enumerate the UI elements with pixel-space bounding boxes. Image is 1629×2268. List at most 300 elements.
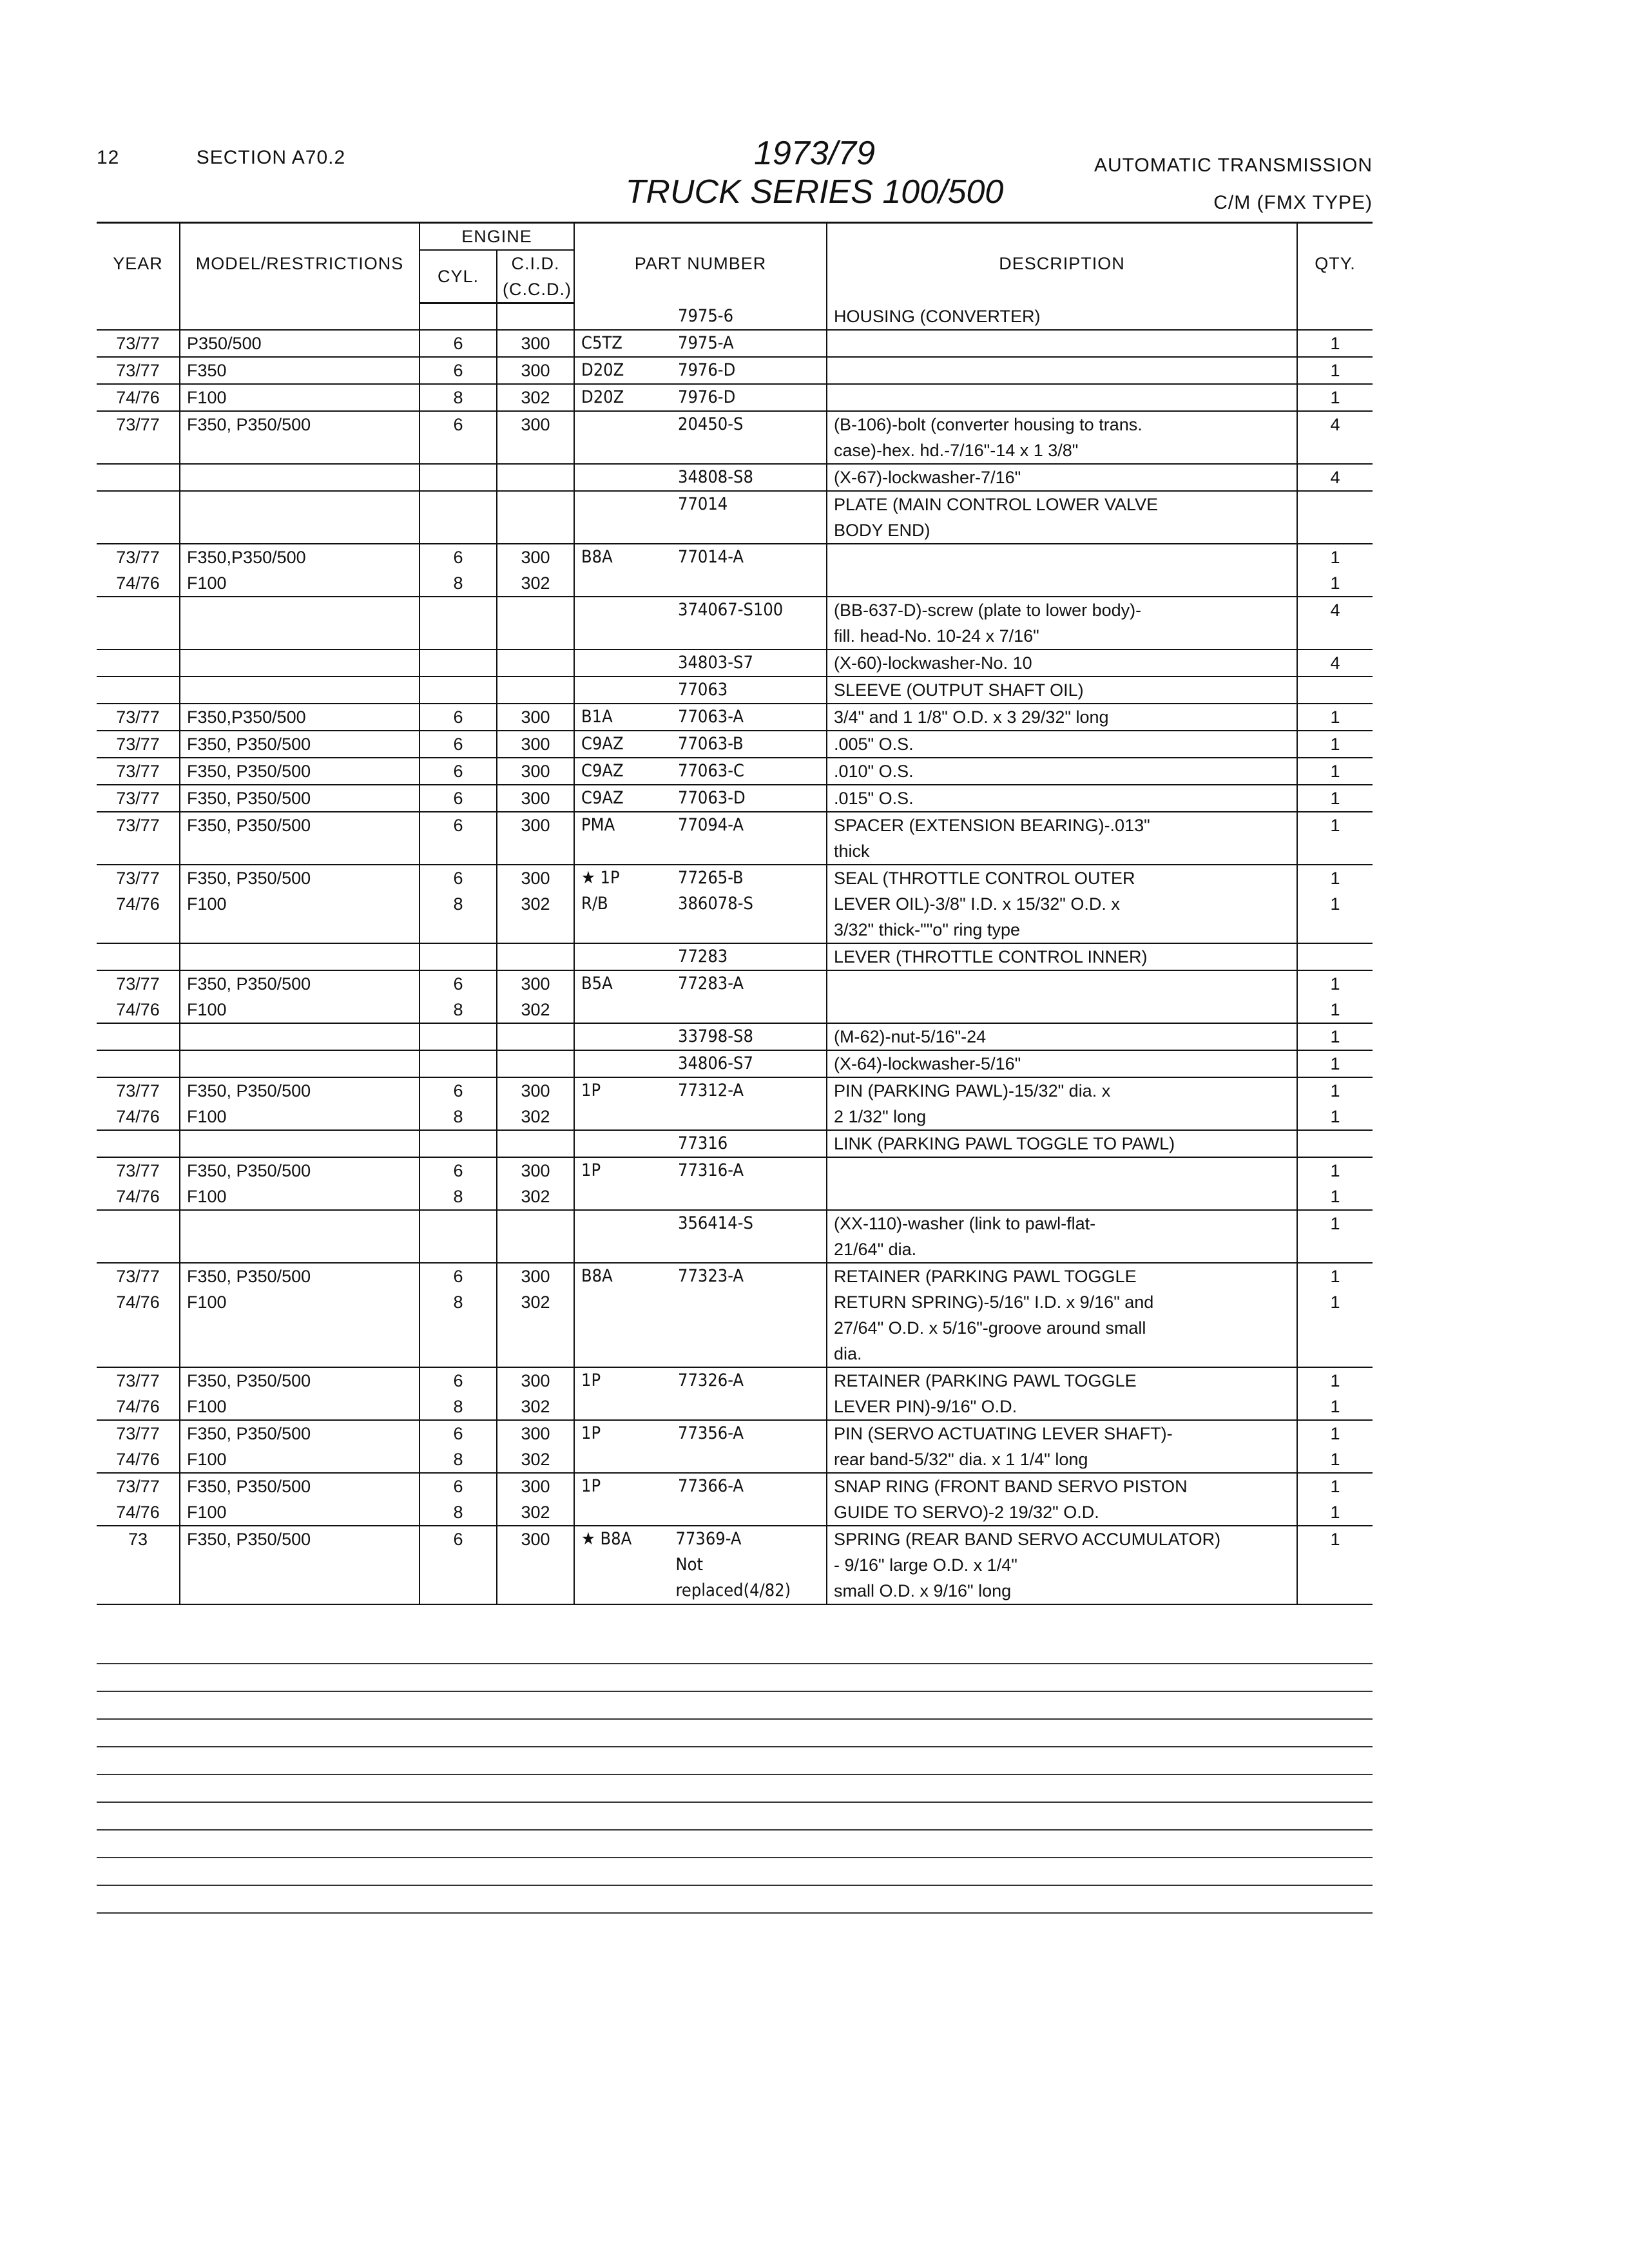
table-row <box>97 1367 1373 1420</box>
cell-year: 73/77 74/76 <box>97 1473 180 1526</box>
part-prefix: ★ B8A <box>581 1528 632 1549</box>
cell-description: (M-62)-nut-5/16"-24 <box>827 1023 1297 1050</box>
cell-cid: 300 302 <box>497 1367 574 1420</box>
cell-cid: 300 302 <box>497 544 574 597</box>
part-prefix <box>581 1024 678 1050</box>
part-prefix: 1P <box>581 1160 601 1180</box>
cell-cid: 300 <box>497 785 574 812</box>
parts-table-body <box>97 303 1373 1604</box>
cell-description: RETAINER (PARKING PAWL TOGGLE RETURN SPRING)-5/16" I.D. x 9/16" and 27/64" O.D. x 5/16"-groove around small dia. <box>827 1263 1297 1367</box>
blank-ruled-lines <box>97 1637 1373 1914</box>
part-base-number: 33798-S8 <box>678 1026 753 1046</box>
cell-cyl <box>419 1130 497 1157</box>
parts-table-wrapper <box>97 222 1373 1605</box>
parts-table <box>97 222 1373 1605</box>
cell-qty: 1 1 <box>1297 1077 1373 1130</box>
cell-cyl: 6 <box>419 357 497 384</box>
cell-description: (BB-637-D)-screw (plate to lower body)- fill. head-No. 10-24 x 7/16" <box>827 597 1297 649</box>
cell-model: F350, P350/500 <box>180 411 419 464</box>
section-label: SECTION A70.2 <box>196 147 346 168</box>
ruled-line <box>97 1831 1373 1858</box>
cell-part-number <box>574 1023 827 1050</box>
cell-year: 73 <box>97 1526 180 1604</box>
part-prefix: 1P <box>581 1370 601 1390</box>
part-base-number: 77326-A <box>678 1370 744 1390</box>
cell-part-number <box>574 1473 827 1526</box>
table-row <box>97 970 1373 1023</box>
cell-year: 73/77 <box>97 731 180 758</box>
cell-year <box>97 491 180 544</box>
cell-model <box>180 677 419 704</box>
part-prefix <box>581 650 678 676</box>
part-base-number: 77356-A <box>678 1423 744 1443</box>
part-prefix <box>581 465 678 490</box>
ruled-line <box>97 1886 1373 1914</box>
cell-model <box>180 1023 419 1050</box>
part-base-number: 77316 <box>678 1133 728 1153</box>
part-prefix: B8A <box>581 1265 613 1286</box>
cell-description: SPRING (REAR BAND SERVO ACCUMULATOR) - 9/16" large O.D. x 1/4" small O.D. x 9/16" long <box>827 1526 1297 1604</box>
cell-model <box>180 1050 419 1077</box>
ruled-line <box>97 1775 1373 1803</box>
cell-model <box>180 491 419 544</box>
cell-cyl: 6 8 <box>419 1157 497 1210</box>
cell-part-number <box>574 330 827 357</box>
table-row <box>97 1077 1373 1130</box>
part-prefix <box>581 944 678 970</box>
cell-model <box>180 1210 419 1263</box>
cell-cid <box>497 464 574 491</box>
col-header-qty: QTY. <box>1297 223 1373 303</box>
cell-cid <box>497 649 574 677</box>
cell-qty <box>1297 677 1373 704</box>
cell-qty: 1 1 <box>1297 865 1373 943</box>
cell-model <box>180 303 419 330</box>
cell-year: 73/77 74/76 <box>97 1420 180 1473</box>
cell-model: F350, P350/500 F100 <box>180 1077 419 1130</box>
cell-description: (XX-110)-washer (link to pawl-flat- 21/64" dia. <box>827 1210 1297 1263</box>
cell-year <box>97 677 180 704</box>
cell-cid: 302 <box>497 384 574 411</box>
cell-cid: 300 302 <box>497 970 574 1023</box>
cell-part-number <box>574 597 827 649</box>
cell-cid <box>497 1023 574 1050</box>
cell-qty: 1 <box>1297 384 1373 411</box>
cell-year: 73/77 <box>97 704 180 731</box>
cell-cyl: 6 8 <box>419 544 497 597</box>
cell-cid <box>497 1210 574 1263</box>
cell-cyl: 6 8 <box>419 1077 497 1130</box>
part-prefix: B5A <box>581 973 613 994</box>
col-header-model: MODEL/RESTRICTIONS <box>180 223 419 303</box>
cell-qty: 1 <box>1297 758 1373 785</box>
part-base-number: 77063 <box>678 679 728 700</box>
cell-cyl: 6 <box>419 411 497 464</box>
cell-part-number <box>574 785 827 812</box>
part-base-number: 77323-A <box>678 1265 744 1286</box>
cell-year: 73/77 <box>97 357 180 384</box>
cell-cid: 300 <box>497 357 574 384</box>
cell-cid <box>497 303 574 330</box>
cell-model <box>180 649 419 677</box>
table-row <box>97 865 1373 943</box>
cell-year: 73/77 74/76 <box>97 1077 180 1130</box>
cell-qty: 1 <box>1297 812 1373 865</box>
cell-cid: 300 302 <box>497 1420 574 1473</box>
cell-description: .015" O.S. <box>827 785 1297 812</box>
table-row <box>97 785 1373 812</box>
cell-part-number <box>574 491 827 544</box>
cell-cid <box>497 943 574 970</box>
col-header-cid <box>497 250 574 303</box>
cell-part-number <box>574 411 827 464</box>
cell-year <box>97 597 180 649</box>
cell-model: F350, P350/500 F100 <box>180 1263 419 1367</box>
part-prefix <box>581 1051 678 1077</box>
table-row <box>97 731 1373 758</box>
ruled-line <box>97 1720 1373 1747</box>
cell-part-number <box>574 1210 827 1263</box>
cell-model <box>180 597 419 649</box>
cell-model: F350, P350/500 F100 <box>180 970 419 1023</box>
part-prefix: C9AZ <box>581 760 624 781</box>
cell-qty: 1 1 <box>1297 1367 1373 1420</box>
cell-description: (X-67)-lockwasher-7/16" <box>827 464 1297 491</box>
table-row <box>97 1050 1373 1077</box>
cell-description: SEAL (THROTTLE CONTROL OUTER LEVER OIL)-3/8" I.D. x 15/32" O.D. x 3/32" thick-""o" ring type <box>827 865 1297 943</box>
cell-model: F350, P350/500 F100 <box>180 1157 419 1210</box>
table-row <box>97 1157 1373 1210</box>
cell-year: 73/77 <box>97 330 180 357</box>
part-prefix: PMA <box>581 814 615 835</box>
cell-description: (B-106)-bolt (converter housing to trans. case)-hex. hd.-7/16"-14 x 1 3/8" <box>827 411 1297 464</box>
cell-part-number <box>574 1050 827 1077</box>
cell-qty: 1 <box>1297 1210 1373 1263</box>
cell-qty: 1 1 <box>1297 1420 1373 1473</box>
table-row <box>97 597 1373 649</box>
cell-model: F350, P350/500 F100 <box>180 1367 419 1420</box>
cell-description: (X-60)-lockwasher-No. 10 <box>827 649 1297 677</box>
part-prefix <box>581 492 678 517</box>
cell-cid: 300 <box>497 758 574 785</box>
cell-year: 73/77 <box>97 785 180 812</box>
cell-cid: 300 302 <box>497 1077 574 1130</box>
part-base-number: 356414-S <box>678 1213 753 1233</box>
cell-part-number <box>574 1420 827 1473</box>
part-base-number: 77283-A <box>678 973 744 994</box>
cell-model: F350, P350/500 <box>180 1526 419 1604</box>
part-prefix: ★ 1P R/B <box>581 867 620 914</box>
cell-qty: 1 <box>1297 785 1373 812</box>
table-row <box>97 464 1373 491</box>
table-row <box>97 330 1373 357</box>
cell-cyl: 6 8 <box>419 970 497 1023</box>
cell-year <box>97 464 180 491</box>
col-header-engine: ENGINE <box>419 223 574 251</box>
part-prefix: C5TZ <box>581 332 622 353</box>
part-prefix: B8A <box>581 546 613 567</box>
cell-cyl: 6 <box>419 1526 497 1604</box>
cell-qty <box>1297 303 1373 330</box>
cell-cyl: 6 8 <box>419 1420 497 1473</box>
cell-cid: 300 <box>497 704 574 731</box>
table-row <box>97 649 1373 677</box>
cell-cyl: 6 <box>419 704 497 731</box>
cell-description: SNAP RING (FRONT BAND SERVO PISTON GUIDE TO SERVO)-2 19/32" O.D. <box>827 1473 1297 1526</box>
cell-qty: 1 <box>1297 330 1373 357</box>
page-header-right <box>1094 147 1373 222</box>
cell-model <box>180 1130 419 1157</box>
cell-cyl: 6 <box>419 330 497 357</box>
cell-model: P350/500 <box>180 330 419 357</box>
part-base-number: 77063-C <box>678 760 744 781</box>
cell-cyl <box>419 1210 497 1263</box>
part-prefix: C9AZ <box>581 787 624 808</box>
cell-cyl <box>419 649 497 677</box>
cell-cid: 300 <box>497 1526 574 1604</box>
cell-year: 73/77 74/76 <box>97 1367 180 1420</box>
cell-part-number <box>574 865 827 943</box>
part-base-number: 77063-B <box>678 733 744 754</box>
table-row <box>97 704 1373 731</box>
part-base-number: 34806-S7 <box>678 1053 753 1073</box>
page-number: 12 <box>97 147 120 168</box>
cell-year: 73/77 <box>97 411 180 464</box>
table-row <box>97 1130 1373 1157</box>
cell-description <box>827 1157 1297 1210</box>
cell-model: F350, P350/500 <box>180 731 419 758</box>
cell-qty: 4 <box>1297 597 1373 649</box>
cell-cid: 300 302 <box>497 865 574 943</box>
cell-description: PIN (SERVO ACTUATING LEVER SHAFT)- rear band-5/32" dia. x 1 1/4" long <box>827 1420 1297 1473</box>
cell-cid: 300 302 <box>497 1263 574 1367</box>
cell-part-number <box>574 758 827 785</box>
cell-model: F350, P350/500 F100 <box>180 865 419 943</box>
cell-cyl: 6 8 <box>419 865 497 943</box>
cell-qty: 1 <box>1297 1023 1373 1050</box>
table-row <box>97 812 1373 865</box>
page-title <box>0 134 1629 211</box>
part-prefix: 1P <box>581 1080 601 1100</box>
part-base-number: 77063-D <box>678 787 746 808</box>
cell-qty <box>1297 1130 1373 1157</box>
part-prefix: D20Z <box>581 360 624 380</box>
cell-cyl <box>419 677 497 704</box>
cell-cid: 300 <box>497 330 574 357</box>
cell-cyl: 6 8 <box>419 1367 497 1420</box>
part-prefix <box>581 412 678 437</box>
category-label: AUTOMATIC TRANSMISSION <box>1094 155 1373 176</box>
table-row <box>97 1473 1373 1526</box>
cell-cyl <box>419 491 497 544</box>
table-row <box>97 544 1373 597</box>
cell-year: 73/77 <box>97 758 180 785</box>
cell-part-number <box>574 731 827 758</box>
part-base-number: 77316-A <box>678 1160 744 1180</box>
cell-part-number <box>574 812 827 865</box>
cell-part-number <box>574 464 827 491</box>
cell-part-number <box>574 970 827 1023</box>
cell-cyl: 8 <box>419 384 497 411</box>
cell-cyl: 6 <box>419 731 497 758</box>
title-years: 1973/79 <box>754 135 875 172</box>
part-prefix <box>581 597 678 623</box>
cell-part-number <box>574 544 827 597</box>
ruled-line <box>97 1858 1373 1886</box>
cell-cid: 300 <box>497 731 574 758</box>
cell-part-number <box>574 1130 827 1157</box>
part-base-number: 7976-D <box>678 387 736 407</box>
part-prefix: 1P <box>581 1475 601 1496</box>
table-row <box>97 384 1373 411</box>
cell-cyl: 6 <box>419 758 497 785</box>
cell-qty <box>1297 491 1373 544</box>
part-base-number: 7975-6 <box>678 305 734 326</box>
cell-cid: 300 302 <box>497 1473 574 1526</box>
cell-description <box>827 384 1297 411</box>
title-series: TRUCK SERIES 100/500 <box>625 173 1004 211</box>
part-base-number: 77369-A Not replaced(4/82) <box>675 1528 791 1600</box>
cell-description: .005" O.S. <box>827 731 1297 758</box>
table-row <box>97 677 1373 704</box>
cell-qty: 4 <box>1297 411 1373 464</box>
cell-qty: 1 <box>1297 704 1373 731</box>
col-header-description: DESCRIPTION <box>827 223 1297 303</box>
cell-year <box>97 1050 180 1077</box>
part-base-number: 77265-B 386078-S <box>678 867 753 914</box>
cell-qty: 1 <box>1297 357 1373 384</box>
cell-part-number <box>574 943 827 970</box>
col-header-cyl: CYL. <box>419 250 497 303</box>
part-prefix: C9AZ <box>581 733 624 754</box>
cell-qty: 1 1 <box>1297 1473 1373 1526</box>
part-prefix <box>581 677 678 703</box>
part-base-number: 77063-A <box>678 706 744 727</box>
cell-model <box>180 943 419 970</box>
cell-part-number <box>574 303 827 330</box>
table-row <box>97 411 1373 464</box>
cell-description: RETAINER (PARKING PAWL TOGGLE LEVER PIN)-9/16" O.D. <box>827 1367 1297 1420</box>
cell-description: .010" O.S. <box>827 758 1297 785</box>
cell-cyl: 6 <box>419 812 497 865</box>
cell-description: PIN (PARKING PAWL)-15/32" dia. x 2 1/32" long <box>827 1077 1297 1130</box>
cell-description <box>827 544 1297 597</box>
part-prefix: 1P <box>581 1423 601 1443</box>
cell-part-number <box>574 677 827 704</box>
part-prefix: D20Z <box>581 387 624 407</box>
part-prefix <box>581 303 678 329</box>
ruled-line <box>97 1664 1373 1692</box>
subcategory-label: C/M (FMX TYPE) <box>1213 192 1373 213</box>
cell-qty: 4 <box>1297 649 1373 677</box>
cell-year <box>97 1023 180 1050</box>
cell-cyl <box>419 303 497 330</box>
cell-description: 3/4" and 1 1/8" O.D. x 3 29/32" long <box>827 704 1297 731</box>
table-row <box>97 1210 1373 1263</box>
table-row <box>97 758 1373 785</box>
cell-year: 73/77 74/76 <box>97 970 180 1023</box>
cell-cyl <box>419 1050 497 1077</box>
table-row <box>97 303 1373 330</box>
cell-qty <box>1297 943 1373 970</box>
cell-year: 73/77 74/76 <box>97 544 180 597</box>
cell-description <box>827 330 1297 357</box>
part-base-number: 77014-A <box>678 546 744 567</box>
cell-qty: 1 <box>1297 731 1373 758</box>
cell-qty: 1 1 <box>1297 1157 1373 1210</box>
part-base-number: 77312-A <box>678 1080 744 1100</box>
cell-cyl: 6 8 <box>419 1263 497 1367</box>
cell-qty: 4 <box>1297 464 1373 491</box>
cell-year: 73/77 74/76 <box>97 865 180 943</box>
cell-year <box>97 1130 180 1157</box>
cell-qty: 1 <box>1297 1526 1373 1604</box>
part-base-number: 34803-S7 <box>678 652 753 673</box>
cell-qty: 1 1 <box>1297 1263 1373 1367</box>
cell-part-number <box>574 649 827 677</box>
col-header-part: PART NUMBER <box>574 223 827 303</box>
col-header-ccd-label: (C.C.D.) <box>503 280 572 299</box>
cell-year: 74/76 <box>97 384 180 411</box>
cell-description: LINK (PARKING PAWL TOGGLE TO PAWL) <box>827 1130 1297 1157</box>
cell-model: F350, P350/500 <box>180 785 419 812</box>
cell-model: F350,P350/500 <box>180 704 419 731</box>
cell-year: 73/77 74/76 <box>97 1157 180 1210</box>
ruled-line <box>97 1747 1373 1775</box>
part-prefix: B1A <box>581 706 613 727</box>
cell-cyl <box>419 943 497 970</box>
ruled-line <box>97 1803 1373 1831</box>
cell-part-number <box>574 1526 827 1604</box>
cell-part-number <box>574 384 827 411</box>
cell-model: F350 <box>180 357 419 384</box>
part-base-number: 34808-S8 <box>678 466 753 487</box>
cell-description: LEVER (THROTTLE CONTROL INNER) <box>827 943 1297 970</box>
cell-year: 73/77 <box>97 812 180 865</box>
part-prefix <box>581 1211 678 1236</box>
cell-year: 73/77 74/76 <box>97 1263 180 1367</box>
cell-cid <box>497 1130 574 1157</box>
cell-model: F100 <box>180 384 419 411</box>
cell-cyl: 6 8 <box>419 1473 497 1526</box>
cell-cyl: 6 <box>419 785 497 812</box>
cell-cyl <box>419 597 497 649</box>
cell-cid <box>497 597 574 649</box>
table-row <box>97 491 1373 544</box>
cell-part-number <box>574 1367 827 1420</box>
cell-cid: 300 302 <box>497 1157 574 1210</box>
ruled-line <box>97 1637 1373 1664</box>
table-row <box>97 1526 1373 1604</box>
table-row <box>97 943 1373 970</box>
cell-part-number <box>574 704 827 731</box>
cell-cid: 300 <box>497 812 574 865</box>
cell-year <box>97 303 180 330</box>
cell-description <box>827 970 1297 1023</box>
cell-description: SLEEVE (OUTPUT SHAFT OIL) <box>827 677 1297 704</box>
part-base-number: 20450-S <box>678 414 744 434</box>
cell-model: F350, P350/500 F100 <box>180 1420 419 1473</box>
cell-cid <box>497 677 574 704</box>
part-base-number: 77014 <box>678 494 728 514</box>
cell-cid <box>497 491 574 544</box>
cell-qty: 1 1 <box>1297 970 1373 1023</box>
cell-description: SPACER (EXTENSION BEARING)-.013" thick <box>827 812 1297 865</box>
cell-cyl <box>419 464 497 491</box>
part-base-number: 374067-S100 <box>678 599 784 620</box>
cell-model: F350, P350/500 F100 <box>180 1473 419 1526</box>
ruled-line <box>97 1692 1373 1720</box>
